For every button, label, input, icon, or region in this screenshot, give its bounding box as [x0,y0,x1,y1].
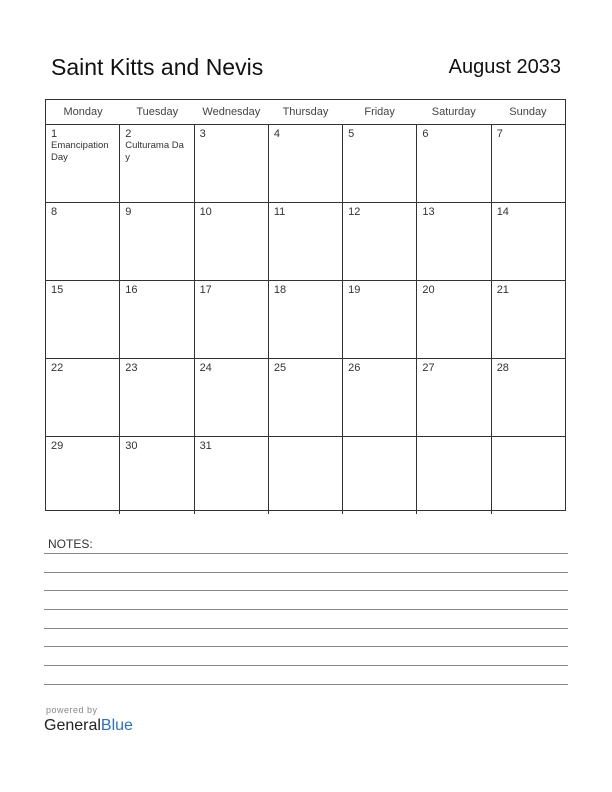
day-number: 22 [51,362,64,374]
day-cell [195,281,269,358]
day-cell [343,359,417,436]
holiday-label: Emancipation Day [51,140,109,163]
day-cell [343,281,417,358]
month-title: August 2033 [448,56,561,78]
day-number: 10 [199,206,212,218]
week-row [46,281,565,359]
weekday-thursday: Thursday [282,106,329,118]
day-number: 23 [125,362,138,374]
day-number: 7 [496,128,503,140]
day-cell [46,125,120,202]
day-number: 4 [273,128,280,140]
day-number: 20 [422,284,435,296]
day-number: 18 [273,284,287,296]
day-cell [120,437,194,514]
note-line [44,609,568,610]
week-row [46,203,565,281]
day-cell [120,281,194,358]
note-line [44,590,568,591]
day-number: 27 [422,362,435,374]
day-cell [343,203,417,280]
day-cell [195,437,269,514]
day-cell [343,125,417,202]
day-cell [269,125,343,202]
week-row [46,125,565,203]
day-cell [343,437,417,514]
note-line [44,646,568,647]
weekday-friday: Friday [364,106,395,118]
day-cell [120,203,194,280]
day-cell [46,359,120,436]
weekday-wednesday: Wednesday [202,106,261,118]
day-cell [269,437,343,514]
day-cell [417,359,491,436]
day-cell [120,125,194,202]
day-number: 5 [348,128,355,140]
weekday-monday: Monday [63,106,103,118]
day-cell [269,281,343,358]
day-number: 28 [496,362,509,374]
day-number: 1 [51,128,58,140]
week-row [46,359,565,437]
day-cell [417,203,491,280]
note-line [44,665,568,666]
day-cell [269,359,343,436]
day-number: 6 [422,128,429,140]
day-cell [492,359,565,436]
weekday-saturday: Saturday [431,106,476,118]
day-cell [417,437,491,514]
brand-general: General [44,717,101,734]
brand-blue: Blue [100,717,133,734]
day-number: 26 [348,362,361,374]
day-number: 2 [125,128,132,140]
day-cell [269,203,343,280]
day-number: 11 [273,206,286,218]
note-line [44,572,568,573]
day-number: 13 [422,206,435,218]
day-cell [46,203,120,280]
day-number: 30 [125,440,138,452]
powered-by-text: powered by [46,705,98,715]
day-number: 9 [125,206,132,218]
day-number: 25 [273,362,287,374]
day-cell [46,437,120,514]
note-line [44,628,568,629]
day-cell [492,125,565,202]
day-cell [120,359,194,436]
day-cell [492,437,565,514]
day-number: 24 [199,362,212,374]
day-number: 31 [199,440,212,452]
day-number: 14 [496,206,509,218]
day-number: 12 [348,206,361,218]
day-cell [417,281,491,358]
day-cell [195,359,269,436]
day-number: 17 [199,284,212,296]
day-cell [492,281,565,358]
notes-label: NOTES: [48,537,93,551]
week-row [46,437,565,514]
weekday-tuesday: Tuesday [136,106,179,118]
country-title: Saint Kitts and Nevis [51,54,264,80]
day-number: 21 [496,284,509,296]
day-cell [195,203,269,280]
weeks-container [46,125,565,514]
note-line [44,684,568,685]
day-number: 19 [348,284,361,296]
day-number: 29 [51,440,64,452]
day-cell [492,203,565,280]
calendar-grid [45,99,566,511]
day-cell [46,281,120,358]
brand-logo [44,717,133,735]
day-cell [417,125,491,202]
day-number: 15 [51,284,64,296]
weekday-header-row [46,100,565,125]
note-line [44,553,568,554]
day-number: 8 [51,206,58,218]
holiday-label: Culturama Day [125,140,184,163]
day-cell [195,125,269,202]
day-number: 16 [125,284,138,296]
day-number: 3 [199,128,206,140]
weekday-sunday: Sunday [509,106,547,118]
